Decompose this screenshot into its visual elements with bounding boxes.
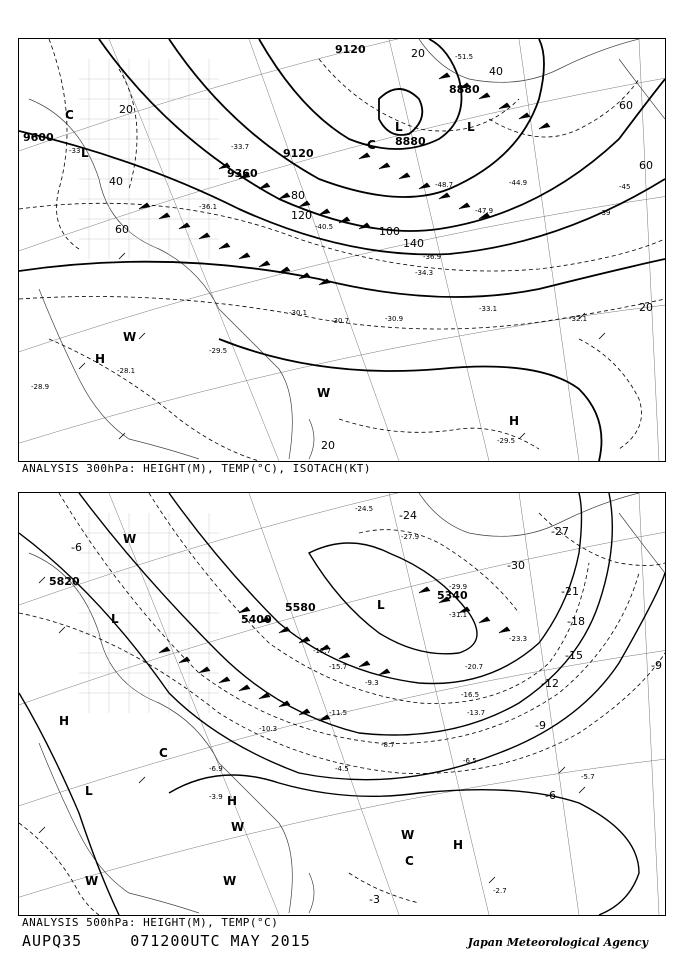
height-label: 9360 — [227, 167, 258, 180]
isotach-label: 20 — [119, 103, 133, 116]
graticule — [19, 39, 665, 461]
isotach-label: 60 — [639, 159, 653, 172]
height-label: 5340 — [437, 589, 468, 602]
temp-value: -30.1 — [289, 309, 308, 317]
cold-center: C — [65, 108, 74, 122]
height-label: 8880 — [449, 83, 480, 96]
temp-value: -44.9 — [509, 179, 528, 187]
map-300hpa — [19, 39, 665, 461]
temp-value: -10.3 — [259, 725, 278, 733]
temp-contour-label: -18 — [567, 615, 585, 628]
temp-value: -13.7 — [467, 709, 486, 717]
temp-value: -29.5 — [497, 437, 516, 445]
height-label: 8880 — [395, 135, 426, 148]
height-label: 5820 — [49, 575, 80, 588]
temp-value: -5.7 — [581, 773, 595, 781]
temp-contour-label: -9 — [535, 719, 546, 732]
low-center: L — [395, 120, 403, 134]
temp-value: -4.5 — [335, 765, 349, 773]
high-center: H — [95, 352, 106, 366]
warm-center: W — [231, 820, 245, 834]
isotach-label: 20 — [321, 439, 335, 452]
chart-500hpa — [18, 492, 666, 916]
temp-value: -33.1 — [479, 305, 498, 313]
height-label: 5400 — [241, 613, 272, 626]
temp-value: -11.5 — [329, 709, 348, 717]
low-center: L — [111, 612, 119, 626]
height-label: 9120 — [283, 147, 314, 160]
height-contours — [19, 39, 665, 461]
isotach-label: 60 — [619, 99, 633, 112]
temp-value: -12.7 — [313, 647, 332, 655]
chart-300hpa — [18, 38, 666, 462]
temp-value: -27.9 — [401, 533, 420, 541]
temp-value: -29.5 — [209, 347, 228, 355]
temp-value: -16.5 — [461, 691, 480, 699]
high-center: H — [453, 838, 464, 852]
isotach-label: 60 — [115, 223, 129, 236]
temp-value: -2.7 — [493, 887, 507, 895]
isotach-label: 80 — [291, 189, 305, 202]
cold-center: C — [367, 138, 376, 152]
warm-center: W — [123, 532, 137, 546]
isotach-label: 120 — [291, 209, 312, 222]
height-label: 9600 — [23, 131, 54, 144]
warm-center: W — [223, 874, 237, 888]
hatch — [79, 513, 219, 713]
isotach-label: 20 — [639, 301, 653, 314]
cold-center: C — [159, 746, 168, 760]
temp-value: -36.9 — [423, 253, 442, 261]
low-center: L — [85, 784, 93, 798]
warm-center: W — [85, 874, 99, 888]
temp-value: -33 — [69, 147, 81, 155]
cold-center: C — [405, 854, 414, 868]
temp-value: -23.3 — [509, 635, 528, 643]
isotach-label: 20 — [411, 47, 425, 60]
temp-value: -3.9 — [209, 793, 223, 801]
temp-contour-label: -9 — [651, 659, 662, 672]
caption-300hpa: ANALYSIS 300hPa: HEIGHT(M), TEMP(°C), ISOTACH(KT) — [22, 462, 372, 475]
map-500hpa — [19, 493, 665, 915]
temp-value: -36.1 — [199, 203, 218, 211]
temp-value: -15.7 — [329, 663, 348, 671]
height-contours — [19, 493, 665, 915]
temp-value: -28.1 — [117, 367, 136, 375]
temp-value: -30.9 — [385, 315, 404, 323]
temp-value: -51.5 — [455, 53, 474, 61]
temperature-contour-labels — [71, 509, 662, 906]
temp-value: -20.7 — [465, 663, 484, 671]
height-label: 5580 — [285, 601, 316, 614]
temp-value: -9.3 — [365, 679, 379, 687]
temp-contour-label: -6 — [71, 541, 82, 554]
temp-contour-label: -27 — [551, 525, 569, 538]
isotach-label: 40 — [109, 175, 123, 188]
chart-footer — [22, 932, 349, 950]
isotherms — [19, 493, 665, 915]
agency-name: Japan Meteorological Agency — [467, 936, 648, 949]
temp-contour-label: -12 — [541, 677, 559, 690]
wind-barbs — [39, 577, 585, 883]
temp-value: -47.9 — [475, 207, 494, 215]
isotach-label: 140 — [403, 237, 424, 250]
low-center: L — [377, 598, 385, 612]
temp-contour-label: -21 — [561, 585, 579, 598]
temp-value: -24.5 — [355, 505, 374, 513]
temp-value: -31.1 — [449, 611, 468, 619]
graticule — [19, 493, 665, 915]
temp-value: -39 — [599, 209, 611, 217]
temp-contour-label: -6 — [545, 789, 556, 802]
temp-value: -34.3 — [415, 269, 434, 277]
temp-value: -6.5 — [463, 757, 477, 765]
temp-value: -6.9 — [209, 765, 223, 773]
pressure-centers — [59, 532, 463, 888]
high-center: H — [59, 714, 70, 728]
isotherms — [19, 39, 665, 461]
chart-datetime: 071200UTC MAY 2015 — [130, 932, 311, 950]
isotach-label: 100 — [379, 225, 400, 238]
warm-center: W — [401, 828, 415, 842]
temp-value: -33.7 — [231, 143, 250, 151]
warm-center: W — [317, 386, 331, 400]
warm-center: W — [123, 330, 137, 344]
temp-contour-label: -15 — [565, 649, 583, 662]
temp-value: -28.9 — [31, 383, 50, 391]
temp-value: -40.5 — [315, 223, 334, 231]
temp-value: -48.7 — [435, 181, 454, 189]
low-center: L — [81, 146, 89, 160]
temp-contour-label: -24 — [399, 509, 417, 522]
temp-contour-label: -30 — [507, 559, 525, 572]
caption-500hpa: ANALYSIS 500hPa: HEIGHT(M), TEMP(°C) — [22, 916, 279, 929]
height-label: 9120 — [335, 43, 366, 56]
temp-value: -32.1 — [569, 315, 588, 323]
chart-code: AUPQ35 — [22, 932, 83, 950]
temp-value: -8.7 — [381, 741, 395, 749]
temp-contour-label: -3 — [369, 893, 380, 906]
isotach-label: 40 — [489, 65, 503, 78]
temp-value: -29.9 — [449, 583, 468, 591]
hatch — [79, 59, 219, 259]
temp-value: -30.7 — [331, 317, 350, 325]
high-center: H — [509, 414, 520, 428]
temp-value: -45 — [619, 183, 631, 191]
high-center: H — [227, 794, 238, 808]
low-center: L — [467, 120, 475, 134]
